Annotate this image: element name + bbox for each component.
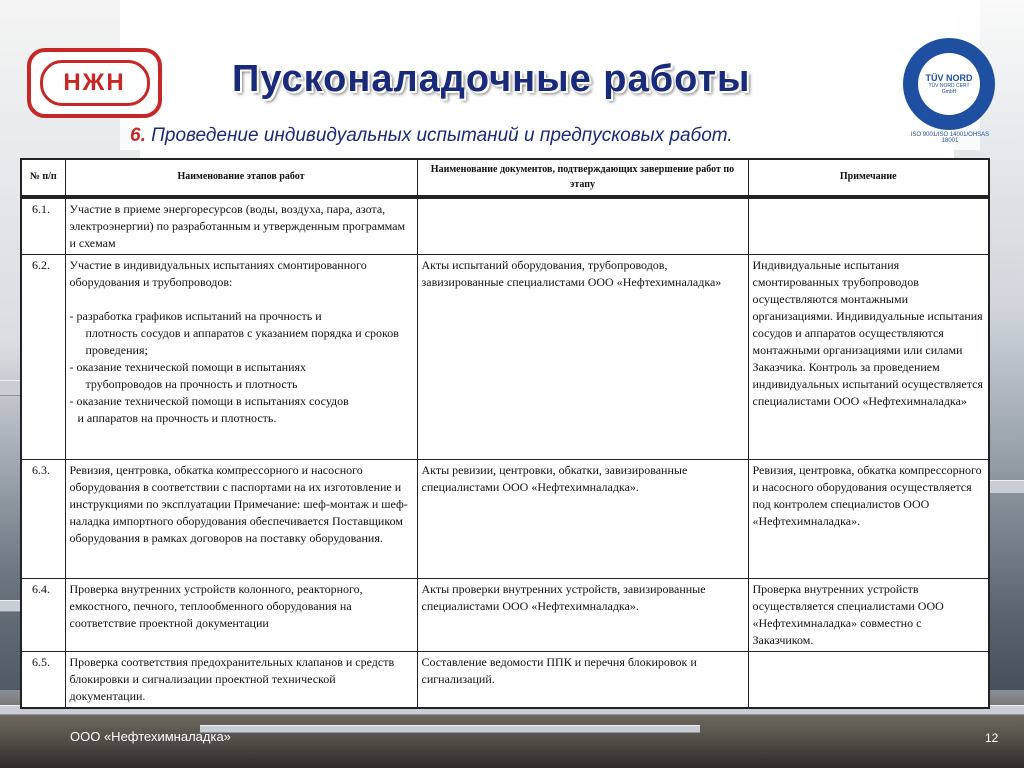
tuv-nord-cert-line2: GmbH bbox=[941, 89, 957, 95]
stage-bullet-continued: трубопроводов на прочность и плотность bbox=[85, 377, 298, 392]
table-row bbox=[21, 460, 989, 579]
row-stage: Ревизия, центровка, обкатка компрессорного и насосного оборудования в соответствии с паспортами на их изготовление и инструкциями по эксплуатации Примечание: шеф-монтаж и шеф-наладка импортного оборудования обеспечивается Поставщиком оборудования в рамках договоров на поставку оборудования. bbox=[65, 460, 417, 579]
row-stage: Проверка соответствия предохранительных клапанов и средств блокировки и сигнализации проектной технической документации. bbox=[65, 652, 417, 709]
row-stage: Участие в приеме энергоресурсов (воды, воздуха, пара, азота, электроэнергии) по разработанным и утвержденным программам и схемам bbox=[65, 198, 417, 255]
tuv-nord-cert-line1: TÜV NORD CERT bbox=[928, 83, 970, 89]
table-row bbox=[21, 198, 989, 255]
row-note: Проверка внутренних устройств осуществляется специалистами ООО «Нефтехимналадка» совместно с Заказчиком. bbox=[748, 579, 989, 652]
table-row bbox=[21, 579, 989, 652]
row-stage: Проверка внутренних устройств колонного, реакторного, емкостного, печного, теплообменного оборудования на соответствие проектной документации bbox=[65, 579, 417, 652]
row-number: 6.3. bbox=[21, 460, 65, 579]
stage-intro: Участие в индивидуальных испытаниях смонтированного оборудования и трубопроводов: bbox=[69, 258, 367, 290]
stage-bullet: - разработка графиков испытаний на прочность и bbox=[69, 309, 322, 324]
page-title: Пусконаладочные работы bbox=[232, 58, 751, 100]
tuv-nord-logo-center bbox=[918, 53, 980, 115]
spacer bbox=[70, 291, 413, 308]
company-logo-mark bbox=[40, 60, 150, 106]
column-header-documents: Наименование документов, подтверждающих завершение работ по этапу bbox=[417, 159, 748, 196]
row-number: 6.1. bbox=[21, 198, 65, 255]
stage-bullet: - оказание технической помощи в испытаниях сосудов bbox=[69, 394, 349, 409]
page-number: 12 bbox=[985, 731, 999, 745]
row-number: 6.2. bbox=[21, 255, 65, 460]
row-documents: Акты ревизии, центровки, обкатки, завизированные специалистами ООО «Нефтехимналадка». bbox=[417, 460, 748, 579]
pipe-decoration bbox=[200, 725, 700, 733]
pipe-decoration bbox=[990, 480, 1024, 494]
column-header-note: Примечание bbox=[748, 159, 989, 196]
footer-company: ООО «Нефтехимналадка» bbox=[70, 729, 231, 744]
section-subtitle bbox=[130, 125, 990, 147]
column-header-number: № п/п bbox=[21, 159, 65, 196]
section-title-end: . bbox=[727, 125, 733, 146]
row-number: 6.4. bbox=[21, 579, 65, 652]
column-header-stage: Наименование этапов работ bbox=[65, 159, 417, 196]
tuv-nord-brand: TÜV NORD bbox=[925, 73, 973, 83]
table-header bbox=[20, 158, 988, 197]
section-title: Проведение индивидуальных испытаний и предпусковых работ bbox=[151, 125, 728, 146]
stage-bullet-continued: и аппаратов на прочность и плотность. bbox=[77, 411, 277, 426]
table-row bbox=[21, 652, 989, 709]
row-note bbox=[748, 198, 989, 255]
row-stage bbox=[65, 255, 417, 460]
section-number: 6. bbox=[130, 125, 146, 146]
company-logo-text: НЖН bbox=[63, 69, 126, 96]
row-documents: Акты проверки внутренних устройств, завизированные специалистами ООО «Нефтехимналадка». bbox=[417, 579, 748, 652]
works-table bbox=[20, 197, 988, 709]
row-note bbox=[748, 652, 989, 709]
tuv-nord-ring-text: ISO 9001/ISO 14001/OHSAS 18001 bbox=[910, 132, 990, 144]
company-logo bbox=[27, 48, 162, 118]
row-note: Ревизия, центровка, обкатка компрессорного и насосного оборудования осуществляется под контролем специалистов ООО «Нефтехимналадка». bbox=[748, 460, 989, 579]
table-row bbox=[21, 255, 989, 460]
row-documents: Составление ведомости ППК и перечня блокировок и сигнализаций. bbox=[417, 652, 748, 709]
tuv-nord-certification-logo bbox=[903, 38, 995, 130]
stage-bullet: - оказание технической помощи в испытаниях bbox=[69, 360, 307, 375]
row-documents: Акты испытаний оборудования, трубопроводов, завизированные специалистами ООО «Нефтехимналадка» bbox=[417, 255, 748, 460]
stage-bullet-continued: плотность сосудов и аппаратов с указанием порядка и сроков проведения; bbox=[85, 326, 399, 358]
row-note: Индивидуальные испытания смонтированных трубопроводов осуществляются монтажными организациями. Индивидуальные испытания сосудов и аппаратов осуществляются монтажными организациями или силами Заказчика. Контроль за проведением индивидуальных испытаний осуществляется специалистами ООО «Нефтехимналадка» bbox=[748, 255, 989, 460]
row-documents bbox=[417, 198, 748, 255]
row-number: 6.5. bbox=[21, 652, 65, 709]
